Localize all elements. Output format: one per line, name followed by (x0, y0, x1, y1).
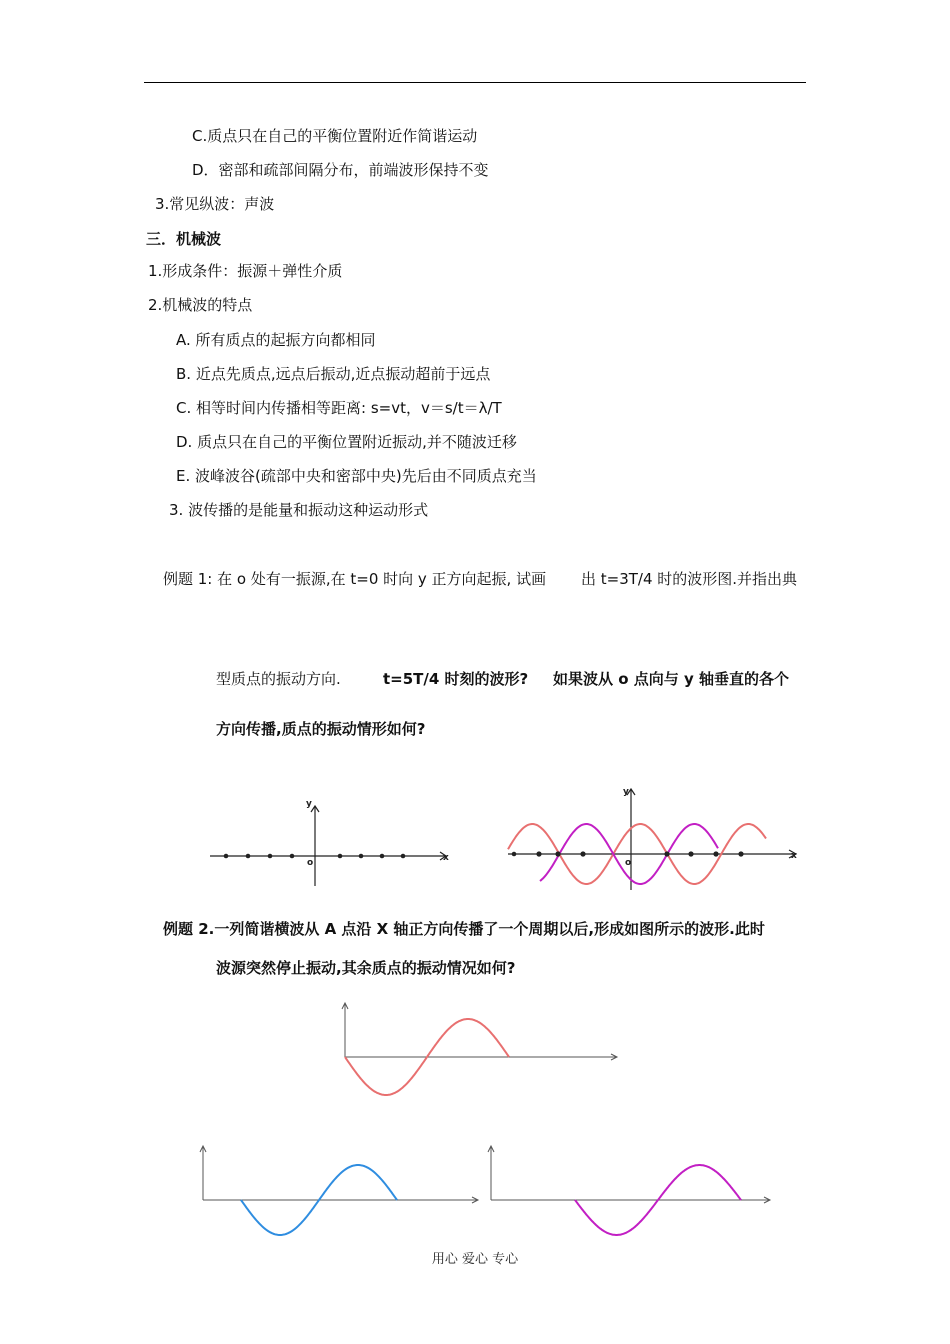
feature-a: A. 所有质点的起振方向都相同 (176, 331, 376, 349)
example1-text-2: 出 t=3T/4 时的波形图.并指出典 (581, 570, 798, 588)
example1-text-6: 方向传播,质点的振动情形如何? (216, 720, 426, 738)
axis-x-label: x (443, 853, 449, 863)
axis-y-label-2: y (623, 787, 629, 797)
example1-text-5: 如果波从 o 点向与 y 轴垂直的各个 (553, 670, 789, 688)
text-condition: 1.形成条件：振源＋弹性介质 (148, 262, 343, 280)
axis-y-label: y (306, 799, 312, 809)
example1-text-3: 型质点的振动方向. (216, 670, 341, 688)
feature-d: D. 质点只在自己的平衡位置附近振动,并不随波迁移 (176, 433, 517, 451)
example2-text-2: 波源突然停止振动,其余质点的振动情况如何? (216, 959, 516, 977)
origin-label: o (307, 858, 314, 868)
text-item3-energy: 3. 波传播的是能量和振动这种运动形式 (169, 501, 429, 519)
example1-text-4: t=5T/4 时刻的波形? (383, 670, 529, 688)
example1-text-1: 例题 1: 在 o 处有一振源,在 t=0 时向 y 正方向起振, 试画 (163, 570, 547, 588)
text-d: D．密部和疏部间隔分布，前端波形保持不变 (192, 161, 489, 179)
text-features: 2.机械波的特点 (148, 296, 253, 314)
feature-c: C. 相等时间内传播相等距离: s=vt，v＝s/t＝λ/T (176, 399, 502, 417)
axis-x-label-2: x (791, 851, 797, 861)
example2-text-1: 例题 2.一列简谐横波从 A 点沿 X 轴正方向传播了一个周期以后,形成如图所示的波形.此时 (163, 920, 765, 938)
footer-text: 用心 爱心 专心 (431, 1252, 519, 1267)
feature-e: E. 波峰波谷(疏部中央和密部中央)先后由不同质点充当 (176, 467, 537, 485)
feature-b: B. 近点先质点,远点后振动,近点振动超前于远点 (176, 365, 491, 383)
section-heading: 三．机械波 (146, 230, 222, 248)
text-c: C.质点只在自己的平衡位置附近作简谐运动 (192, 127, 478, 145)
text-item3: 3.常见纵波：声波 (155, 195, 275, 213)
origin-label-2: o (625, 858, 632, 868)
